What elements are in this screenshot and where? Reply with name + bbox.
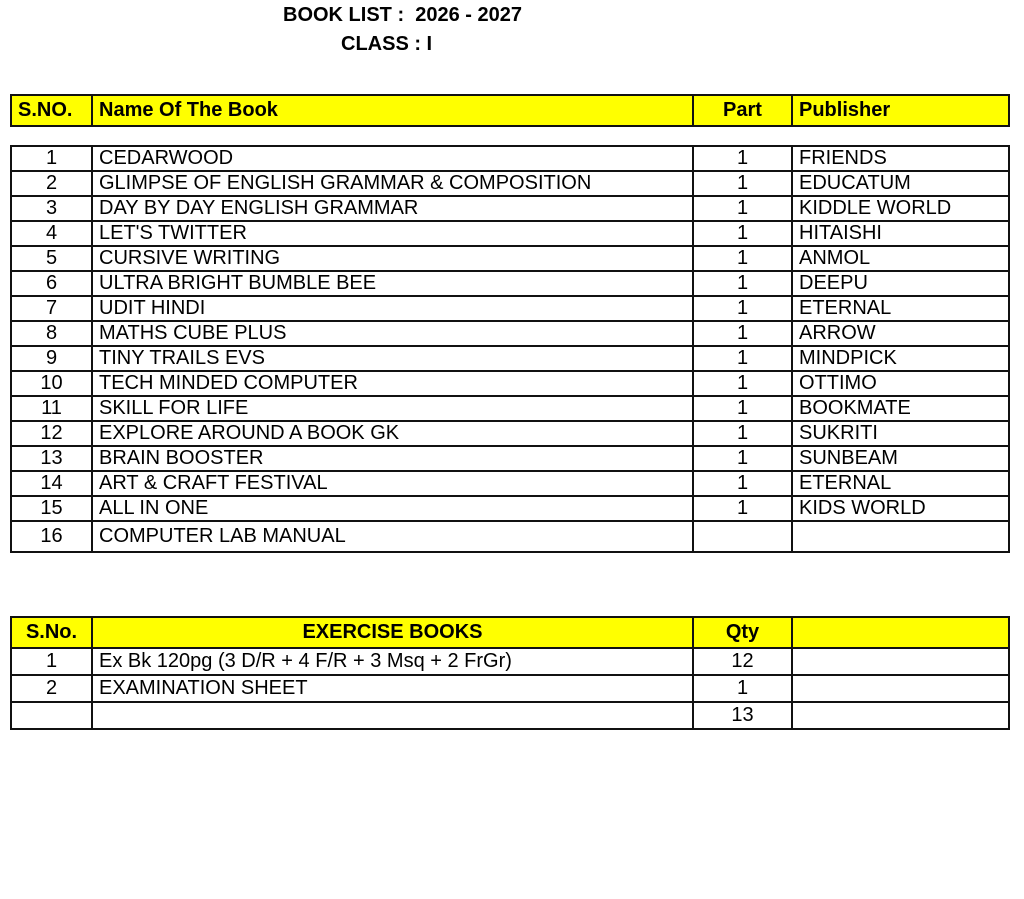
table-row	[11, 146, 1009, 171]
book-part: 1	[693, 396, 792, 421]
book-publisher: ANMOL	[792, 246, 1009, 271]
exercise-name: Ex Bk 120pg (3 D/R + 4 F/R + 3 Msq + 2 FrGr)	[92, 648, 693, 675]
header-sno: S.NO.	[11, 95, 92, 126]
book-part: 1	[693, 246, 792, 271]
book-publisher: ETERNAL	[792, 471, 1009, 496]
book-publisher: ARROW	[792, 321, 1009, 346]
table-row	[11, 471, 1009, 496]
table-row	[11, 246, 1009, 271]
book-part: 1	[693, 346, 792, 371]
book-sno: 6	[11, 271, 92, 296]
table-row	[11, 648, 1009, 675]
book-name: GLIMPSE OF ENGLISH GRAMMAR & COMPOSITION	[92, 171, 693, 196]
book-publisher: KIDDLE WORLD	[792, 196, 1009, 221]
table-row	[11, 675, 1009, 702]
exercise-total-qty: 13	[693, 702, 792, 729]
book-name: COMPUTER LAB MANUAL	[92, 521, 693, 552]
book-publisher: EDUCATUM	[792, 171, 1009, 196]
book-sno: 5	[11, 246, 92, 271]
exercise-total-blank-sno	[11, 702, 92, 729]
book-name: UDIT HINDI	[92, 296, 693, 321]
book-name: EXPLORE AROUND A BOOK GK	[92, 421, 693, 446]
book-publisher: OTTIMO	[792, 371, 1009, 396]
exercise-sno: 2	[11, 675, 92, 702]
book-part: 1	[693, 196, 792, 221]
book-sno: 12	[11, 421, 92, 446]
book-sno: 4	[11, 221, 92, 246]
book-name: CEDARWOOD	[92, 146, 693, 171]
book-sno: 14	[11, 471, 92, 496]
header-publisher: Publisher	[792, 95, 1009, 126]
book-sno: 10	[11, 371, 92, 396]
book-sno: 11	[11, 396, 92, 421]
book-sno: 7	[11, 296, 92, 321]
book-part: 1	[693, 146, 792, 171]
table-row	[11, 421, 1009, 446]
book-publisher: SUNBEAM	[792, 446, 1009, 471]
book-publisher: KIDS WORLD	[792, 496, 1009, 521]
book-publisher: FRIENDS	[792, 146, 1009, 171]
book-name: MATHS CUBE PLUS	[92, 321, 693, 346]
book-publisher: BOOKMATE	[792, 396, 1009, 421]
book-part: 1	[693, 321, 792, 346]
table-row	[11, 396, 1009, 421]
exercise-blank	[792, 648, 1009, 675]
book-publisher: ETERNAL	[792, 296, 1009, 321]
exercise-sno: 1	[11, 648, 92, 675]
exercise-total-blank	[792, 702, 1009, 729]
book-sno: 9	[11, 346, 92, 371]
exercise-qty: 12	[693, 648, 792, 675]
exercise-total-blank-name	[92, 702, 693, 729]
book-part: 1	[693, 271, 792, 296]
table-row	[11, 321, 1009, 346]
header-part: Part	[693, 95, 792, 126]
book-sno: 2	[11, 171, 92, 196]
book-sno: 13	[11, 446, 92, 471]
book-part: 1	[693, 171, 792, 196]
exercise-name: EXAMINATION SHEET	[92, 675, 693, 702]
book-publisher: SUKRITI	[792, 421, 1009, 446]
table-row	[11, 271, 1009, 296]
book-table	[10, 145, 1010, 553]
book-part: 1	[693, 446, 792, 471]
exercise-header-qty: Qty	[693, 617, 792, 648]
book-name: ULTRA BRIGHT BUMBLE BEE	[92, 271, 693, 296]
class-title: CLASS : I	[341, 33, 433, 55]
book-publisher	[792, 521, 1009, 552]
book-publisher: MINDPICK	[792, 346, 1009, 371]
table-row	[11, 171, 1009, 196]
book-sno: 16	[11, 521, 92, 552]
book-publisher: DEEPU	[792, 271, 1009, 296]
header-book-name: Name Of The Book	[92, 95, 693, 126]
book-part: 1	[693, 371, 792, 396]
exercise-table	[10, 616, 1010, 730]
book-sno: 8	[11, 321, 92, 346]
book-name: LET'S TWITTER	[92, 221, 693, 246]
book-list-title: BOOK LIST : 2026 - 2027	[283, 4, 522, 26]
book-name: CURSIVE WRITING	[92, 246, 693, 271]
table-row	[11, 346, 1009, 371]
book-sno: 15	[11, 496, 92, 521]
table-row	[11, 196, 1009, 221]
table-row	[11, 521, 1009, 552]
table-row	[11, 371, 1009, 396]
book-part	[693, 521, 792, 552]
table-row	[11, 446, 1009, 471]
exercise-qty: 1	[693, 675, 792, 702]
book-sno: 1	[11, 146, 92, 171]
book-publisher: HITAISHI	[792, 221, 1009, 246]
book-table-header	[10, 94, 1010, 127]
book-part: 1	[693, 421, 792, 446]
book-part: 1	[693, 496, 792, 521]
table-row	[11, 496, 1009, 521]
book-name: TECH MINDED COMPUTER	[92, 371, 693, 396]
exercise-header-blank	[792, 617, 1009, 648]
book-part: 1	[693, 471, 792, 496]
table-row	[11, 296, 1009, 321]
book-name: TINY TRAILS EVS	[92, 346, 693, 371]
book-name: DAY BY DAY ENGLISH GRAMMAR	[92, 196, 693, 221]
book-name: SKILL FOR LIFE	[92, 396, 693, 421]
exercise-header-name: EXERCISE BOOKS	[92, 617, 693, 648]
book-sno: 3	[11, 196, 92, 221]
exercise-blank	[792, 675, 1009, 702]
book-name: BRAIN BOOSTER	[92, 446, 693, 471]
book-part: 1	[693, 296, 792, 321]
table-row	[11, 221, 1009, 246]
book-name: ALL IN ONE	[92, 496, 693, 521]
exercise-header-sno: S.No.	[11, 617, 92, 648]
book-part: 1	[693, 221, 792, 246]
book-name: ART & CRAFT FESTIVAL	[92, 471, 693, 496]
